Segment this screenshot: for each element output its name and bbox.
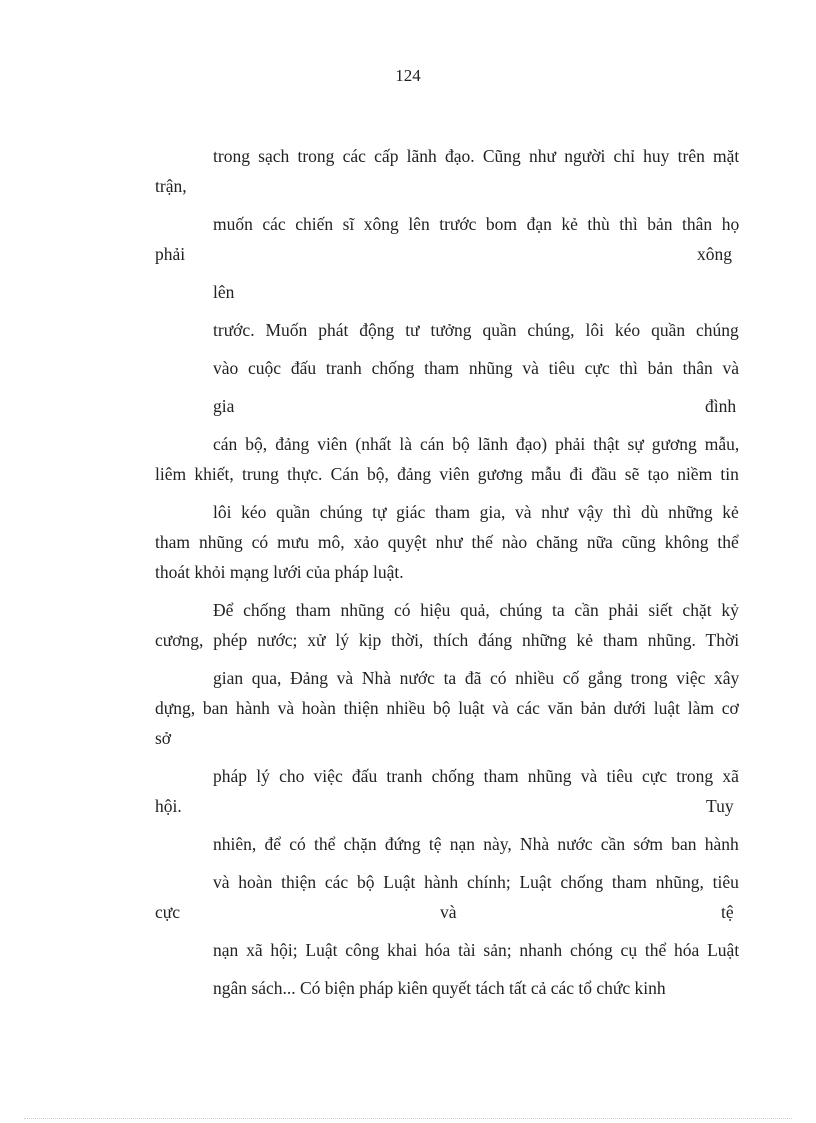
text-line: xông (697, 244, 732, 264)
text-line: lôi kéo quần chúng tự giác tham gia, và như vậy thì dù những kẻ (213, 502, 739, 522)
text-line: nhiên, để có thể chặn đứng tệ nạn này, Nhà nước cần sớm ban hành (213, 834, 739, 854)
text-line: vào cuộc đấu tranh chống tham nhũng và tiêu cực thì bản thân và (213, 358, 739, 378)
text-line: và hoàn thiện các bộ Luật hành chính; Luật chống tham nhũng, tiêu (213, 872, 739, 892)
text-line: hội. (155, 796, 182, 816)
text-line: tệ (721, 902, 734, 922)
text-line: trong sạch trong các cấp lãnh đạo. Cũng như người chỉ huy trên mặt (213, 146, 739, 166)
page-bottom-divider (24, 1118, 792, 1119)
text-line: pháp lý cho việc đấu tranh chống tham nhũng và tiêu cực trong xã (213, 766, 739, 786)
text-line: nạn xã hội; Luật công khai hóa tài sản; nhanh chóng cụ thể hóa Luật (213, 940, 739, 960)
text-line: gia (213, 396, 235, 416)
text-line: thoát khỏi mạng lưới của pháp luật. (155, 562, 404, 582)
text-line: trước. Muốn phát động tư tưởng quần chúng, lôi kéo quần chúng (213, 320, 739, 340)
text-line: dựng, ban hành và hoàn thiện nhiều bộ luật và các văn bản dưới luật làm cơ (155, 698, 739, 718)
text-line: trận, (155, 176, 187, 196)
text-line: sở (155, 728, 172, 748)
text-line: cương, phép nước; xử lý kịp thời, thích đáng những kẻ tham nhũng. Thời (155, 630, 739, 650)
text-line: cán bộ, đảng viên (nhất là cán bộ lãnh đạo) phải thật sự gương mẫu, (213, 434, 739, 454)
page-number: 124 (395, 66, 421, 85)
text-line: Tuy (706, 796, 734, 816)
text-line: ngân sách... Có biện pháp kiên quyết tách tất cả các tổ chức kinh (213, 978, 666, 998)
text-line: và (440, 902, 457, 922)
text-line: muốn các chiến sĩ xông lên trước bom đạn kẻ thù thì bản thân họ (213, 214, 739, 234)
text-line: gian qua, Đảng và Nhà nước ta đã có nhiều cố gắng trong việc xây (213, 668, 739, 688)
text-line: tham nhũng có mưu mô, xảo quyệt như thế nào chăng nữa cũng không thể (155, 532, 739, 552)
text-line: liêm khiết, trung thực. Cán bộ, đảng viên gương mẫu đi đầu sẽ tạo niềm tin (155, 464, 739, 484)
text-line: cực (155, 902, 181, 922)
text-line: lên (213, 282, 235, 302)
text-line: đình (705, 396, 737, 416)
text-line: Để chống tham nhũng có hiệu quả, chúng ta cần phải siết chặt kỷ (213, 600, 739, 620)
text-line: phải (155, 244, 186, 264)
